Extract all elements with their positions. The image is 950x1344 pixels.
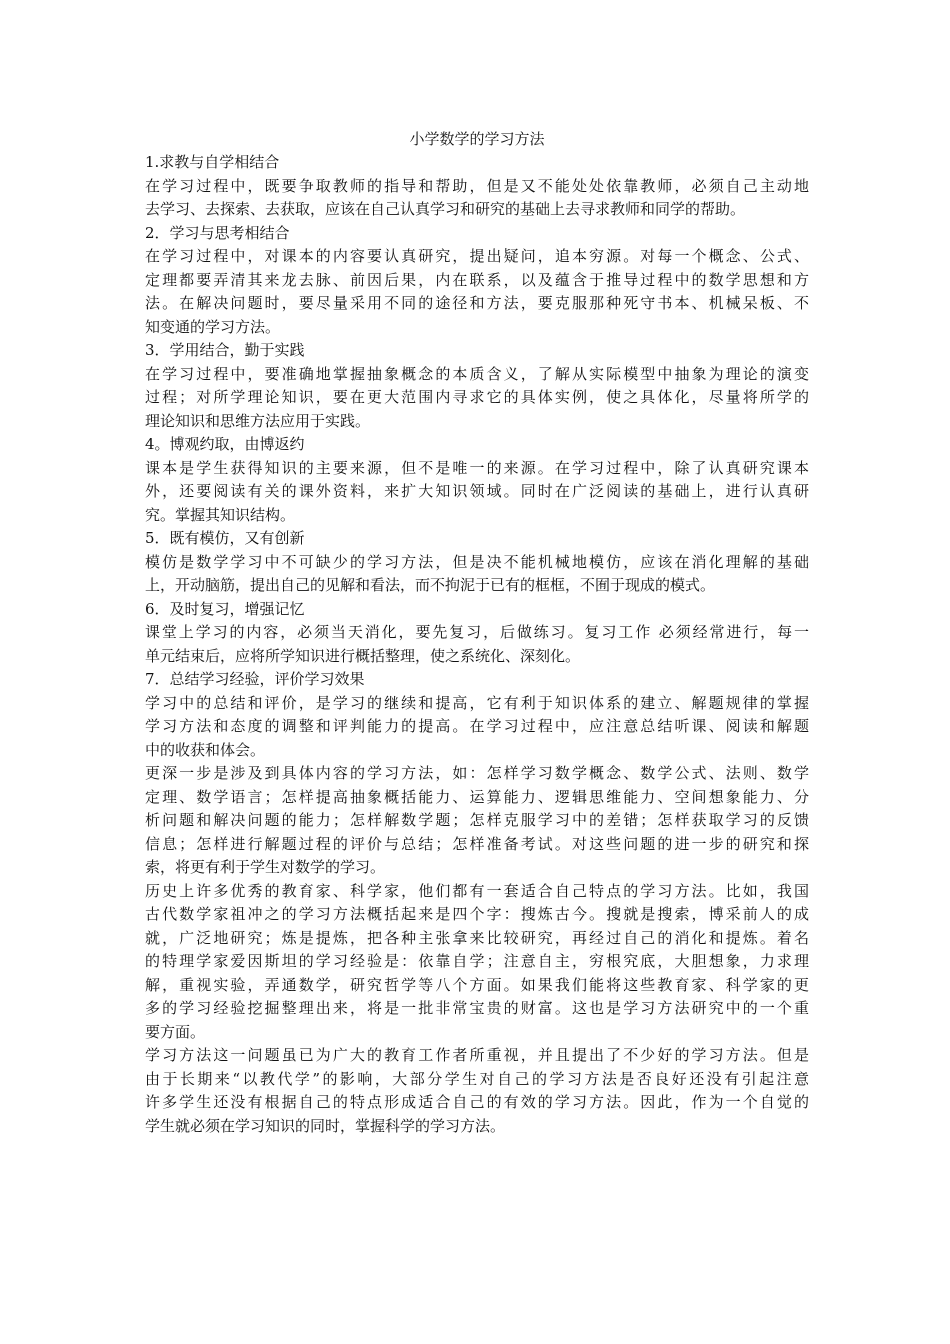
paragraph-line: 法。在解决问题时，要尽量采用不同的途径和方法，要克服那种死守书本、机械呆板、不 <box>145 294 809 312</box>
paragraph-line: 索，将更有利于学生对数学的学习。 <box>145 858 386 876</box>
paragraph-line: 信息；怎样进行解题过程的评价与总结；怎样准备考试。对这些问题的进一步的研究和探 <box>145 834 809 853</box>
paragraph-line: 许多学生还没有根据自己的特点形成适合自己的有效的学习方法。因此，作为一个自觉的 <box>145 1093 809 1111</box>
paragraph-historical-examples <box>145 880 809 1045</box>
paragraph-line: 定理、数学语言；怎样提高抽象概括能力、运算能力、逻辑思维能力、空间想象能力、分 <box>145 787 809 806</box>
section-heading: 3．学用结合，勤于实践 <box>145 341 305 359</box>
section-4 <box>145 433 809 527</box>
paragraph-line: 的特理学家爱因斯坦的学习经验是：依靠自学；注意自主，穷根究底，大胆想象，力求理 <box>145 952 809 970</box>
paragraph-line: 模仿是数学学习中不可缺少的学习方法，但是决不能机械地模仿，应该在消化理解的基础 <box>145 552 809 571</box>
section-heading: 2．学习与思考相结合 <box>145 223 290 242</box>
paragraph-line: 过程；对所学理论知识，要在更大范围内寻求它的具体实例，使之具体化，尽量将所学的 <box>145 388 809 406</box>
paragraph-line: 在学习过程中，对课本的内容要认真研究，提出疑问，追本穷源。对每一个概念、公式、 <box>145 247 809 265</box>
paragraph-line: 课本是学生获得知识的主要来源，但不是唯一的来源。在学习过程中，除了认真研究课本 <box>145 458 809 477</box>
section-heading: 4。博观约取，由博返约 <box>145 435 305 453</box>
paragraph-conclusion <box>145 1044 809 1138</box>
section-2 <box>145 222 809 340</box>
section-heading: 7．总结学习经验，评价学习效果 <box>145 670 365 688</box>
paragraph-line: 学习方法和态度的调整和评判能力的提高。在学习过程中，应注意总结听课、阅读和解题 <box>145 717 809 735</box>
paragraph-line: 究。掌握其知识结构。 <box>145 505 296 524</box>
paragraph-line: 知变通的学习方法。 <box>145 317 281 336</box>
paragraph-line: 就，广泛地研究；炼是提炼，把各种主张拿来比较研究，再经过自己的消化和提炼。着名 <box>145 928 809 947</box>
paragraph-line: 学习中的总结和评价，是学习的继续和提高，它有利于知识体系的建立、解题规律的掌握 <box>145 693 809 712</box>
paragraph-line: 更深一步是涉及到具体内容的学习方法，如：怎样学习数学概念、数学公式、法则、数学 <box>145 764 809 782</box>
section-7 <box>145 668 809 762</box>
section-heading: 1.求教与自学相结合 <box>145 153 280 171</box>
paragraph-line: 上，开动脑筋，提出自己的见解和看法，而不拘泥于已有的框框，不囿于现成的模式。 <box>145 576 716 594</box>
paragraph-line: 析问题和解决问题的能力；怎样解数学题；怎样克服学习中的差错；怎样获取学习的反馈 <box>145 811 809 829</box>
paragraph-line: 古代数学家祖冲之的学习方法概括起来是四个字：搜炼古今。搜就是搜索，博采前人的成 <box>145 905 809 923</box>
paragraph-line: 要方面。 <box>145 1022 206 1041</box>
paragraph-line: 解，重视实验，弄通数学，研究哲学等八个方面。如果我们能将这些教育家、科学家的更 <box>145 975 809 994</box>
document-title: 小学数学的学习方法 <box>409 130 545 148</box>
paragraph-line: 在学习过程中，既要争取教师的指导和帮助，但是又不能处处依靠教师，必须自己主动地 <box>145 176 809 195</box>
paragraph-line: 学习方法这一问题虽已为广大的教育工作者所重视，并且提出了不少好的学习方法。但是 <box>145 1046 809 1064</box>
section-heading: 6．及时复习，增强记忆 <box>145 599 305 618</box>
paragraph-line: 多的学习经验挖掘整理出来，将是一批非常宝贵的财富。这也是学习方法研究中的一个重 <box>145 999 809 1017</box>
section-1 <box>145 151 809 222</box>
section-3 <box>145 339 809 433</box>
paragraph-line: 由于长期来“以教代学”的影响，大部分学生对自己的学习方法是否良好还没有引起注意 <box>145 1069 809 1088</box>
document-page <box>145 127 809 1138</box>
paragraph-line: 中的收获和体会。 <box>145 740 266 759</box>
paragraph-line: 单元结束后，应将所学知识进行概括整理，使之系统化、深刻化。 <box>145 646 581 665</box>
paragraph-line: 在学习过程中，要准确地掌握抽象概念的本质含义，了解从实际模型中抽象为理论的演变 <box>145 364 809 383</box>
paragraph-line: 定理都要弄清其来龙去脉、前因后果，内在联系，以及蕴含于推导过程中的数学思想和方 <box>145 270 809 289</box>
paragraph-line: 理论知识和思维方法应用于实践。 <box>145 411 371 430</box>
paragraph-line: 外，还要阅读有关的课外资料，来扩大知识领域。同时在广泛阅读的基础上，进行认真研 <box>145 482 809 500</box>
paragraph-line: 学生就必须在学习知识的同时，掌握科学的学习方法。 <box>145 1116 506 1135</box>
paragraph-line: 历史上许多优秀的教育家、科学家，他们都有一套适合自己特点的学习方法。比如，我国 <box>145 881 809 900</box>
section-5 <box>145 527 809 598</box>
section-6 <box>145 598 809 669</box>
paragraph-line: 去学习、去探索、去获取，应该在自己认真学习和研究的基础上去寻求教师和同学的帮助。 <box>145 200 746 218</box>
paragraph-line: 课堂上学习的内容，必须当天消化，要先复习，后做练习。复习工作 必须经常进行，每一 <box>145 623 809 641</box>
paragraph-further-methods <box>145 762 809 880</box>
section-heading: 5．既有模仿，又有创新 <box>145 529 305 547</box>
